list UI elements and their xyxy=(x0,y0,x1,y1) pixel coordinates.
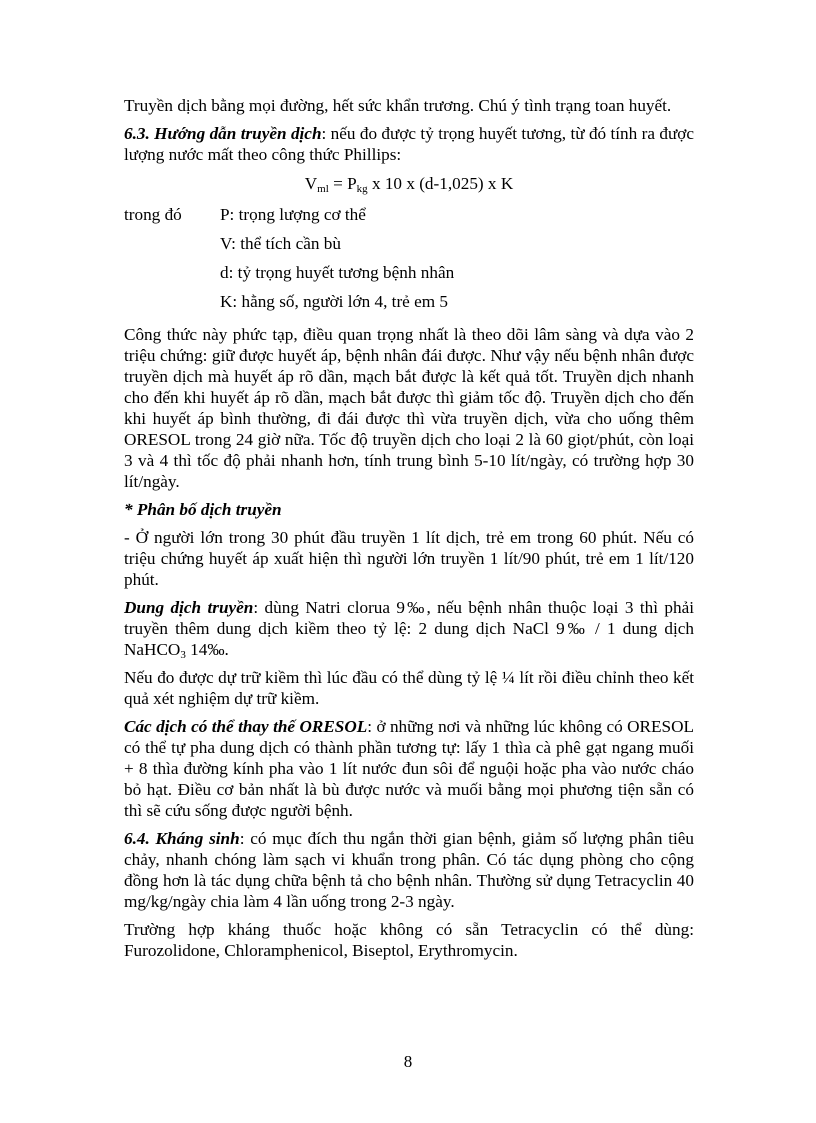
oresol-substitutes xyxy=(124,716,694,821)
oresol-substitutes-text: : ở những nơi và những lúc không có ORESOL có thể tự pha dung dịch có thành phần tương tự: lấy 1 thìa cà phê gạt ngang muối + 8 thìa đường kính pha vào 1 lít nước đun sôi để nguội hoặc pha vào nước cháo bỏ hạt. Điều cơ bản nhất là bù được nước và muối bằng mọi phương tiện sẵn có thì sẽ cứu sống được người bệnh. xyxy=(124,717,694,820)
infusion-solution-heading: Dung dịch truyền xyxy=(124,598,254,617)
formula-v: V xyxy=(304,174,318,193)
definition-item: P: trọng lượng cơ thể xyxy=(220,205,366,224)
definition-item: K: hằng số, người lớn 4, trẻ em 5 xyxy=(220,292,448,311)
section-6-4-text: : có mục đích thu ngắn thời gian bệnh, giảm số lượng phân tiêu chảy, nhanh chóng làm sạch vi khuẩn trong phân. Có tác dụng phòng cho cộng đồng hơn là tác dụng chữa bệnh tả cho bệnh nhân. Thường sử dụng Tetracyclin 40 mg/kg/ngày chia làm 4 lần uống trong 2-3 ngày. xyxy=(124,829,694,911)
formula-v-sub: ml xyxy=(317,183,329,195)
section-6-3-text: : nếu đo được tỷ trọng huyết tương, từ đó tính ra được lượng nước mất theo công thức Phillips: xyxy=(124,124,694,164)
paragraph-formula-notes: Công thức này phức tạp, điều quan trọng nhất là theo dõi lâm sàng và dựa vào 2 triệu chứng: giữ được huyết áp, bệnh nhân đái được. Như vậy nếu bệnh nhân được truyền dịch mà huyết áp rõ dần, mạch bắt được là kết quả tốt. Truyền dịch nhanh cho đến khi huyết áp rõ dần, mạch bắt được thì giảm tốc độ. Truyền dịch cho đến khi huyết áp bình thường, đi đái được thì vừa truyền dịch, vừa cho uống thêm ORESOL trong 24 giờ nữa. Tốc độ truyền dịch cho loại 2 là 60 giọt/phút, còn loại 3 và 4 thì tốc độ phải nhanh hơn, tính trung bình 5-10 lít/ngày, có trường hợp 30 lít/ngày. xyxy=(124,325,694,491)
page-number: 8 xyxy=(403,1052,413,1071)
infusion-solution-sub: 3 xyxy=(180,649,186,661)
formula-eq: = P xyxy=(328,174,357,193)
infusion-solution-text: : dùng Natri clorua 9‰, nếu bệnh nhân thuộc loại 3 thì phải truyền thêm dung dịch kiềm theo tỷ lệ: 2 dung dịch NaCl 9‰ / 1 dung dịch NaHCO xyxy=(124,598,694,659)
paragraph-intro: Truyền dịch bằng mọi đường, hết sức khẩn trương. Chú ý tình trạng toan huyết. xyxy=(124,96,672,115)
section-6-4 xyxy=(124,828,694,912)
definition-item: V: thể tích cần bù xyxy=(220,234,341,253)
infusion-solution xyxy=(124,597,694,660)
document-body xyxy=(124,95,694,968)
phillips-formula xyxy=(124,173,694,194)
section-6-4-heading: 6.4. Kháng sinh xyxy=(124,829,240,848)
paragraph-alkali-reserve: Nếu đo được dự trữ kiềm thì lúc đầu có thể dùng tỷ lệ ¼ lít rồi điều chỉnh theo kết quả xét nghiệm dự trữ kiềm. xyxy=(124,668,694,708)
oresol-substitutes-heading: Các dịch có thể thay thế ORESOL xyxy=(124,717,368,736)
section-6-3 xyxy=(124,123,694,165)
formula-p-sub: kg xyxy=(356,183,368,195)
section-6-3-heading: 6.3. Hướng dẫn truyền dịch xyxy=(124,124,322,143)
infusion-solution-tail: 14‰. xyxy=(185,640,229,659)
distribution-heading: * Phân bố dịch truyền xyxy=(124,500,282,519)
distribution-text: - Ở người lớn trong 30 phút đầu truyền 1 lít dịch, trẻ em trong 60 phút. Nếu có triệu chứng huyết áp xuất hiện thì người lớn truyền 1 lít/90 phút, trẻ em 1 lít/120 phút. xyxy=(124,528,694,589)
formula-definitions xyxy=(124,204,694,312)
definition-item: d: tỷ trọng huyết tương bệnh nhân xyxy=(220,263,455,282)
formula-rest: x 10 x (d-1,025) x K xyxy=(367,174,514,193)
definitions-label: trong đó xyxy=(124,205,182,224)
paragraph-alternatives: Trường hợp kháng thuốc hoặc không có sẵn Tetracyclin có thể dùng: Furozolidone, Chloramphenicol, Biseptol, Erythromycin. xyxy=(124,920,694,960)
